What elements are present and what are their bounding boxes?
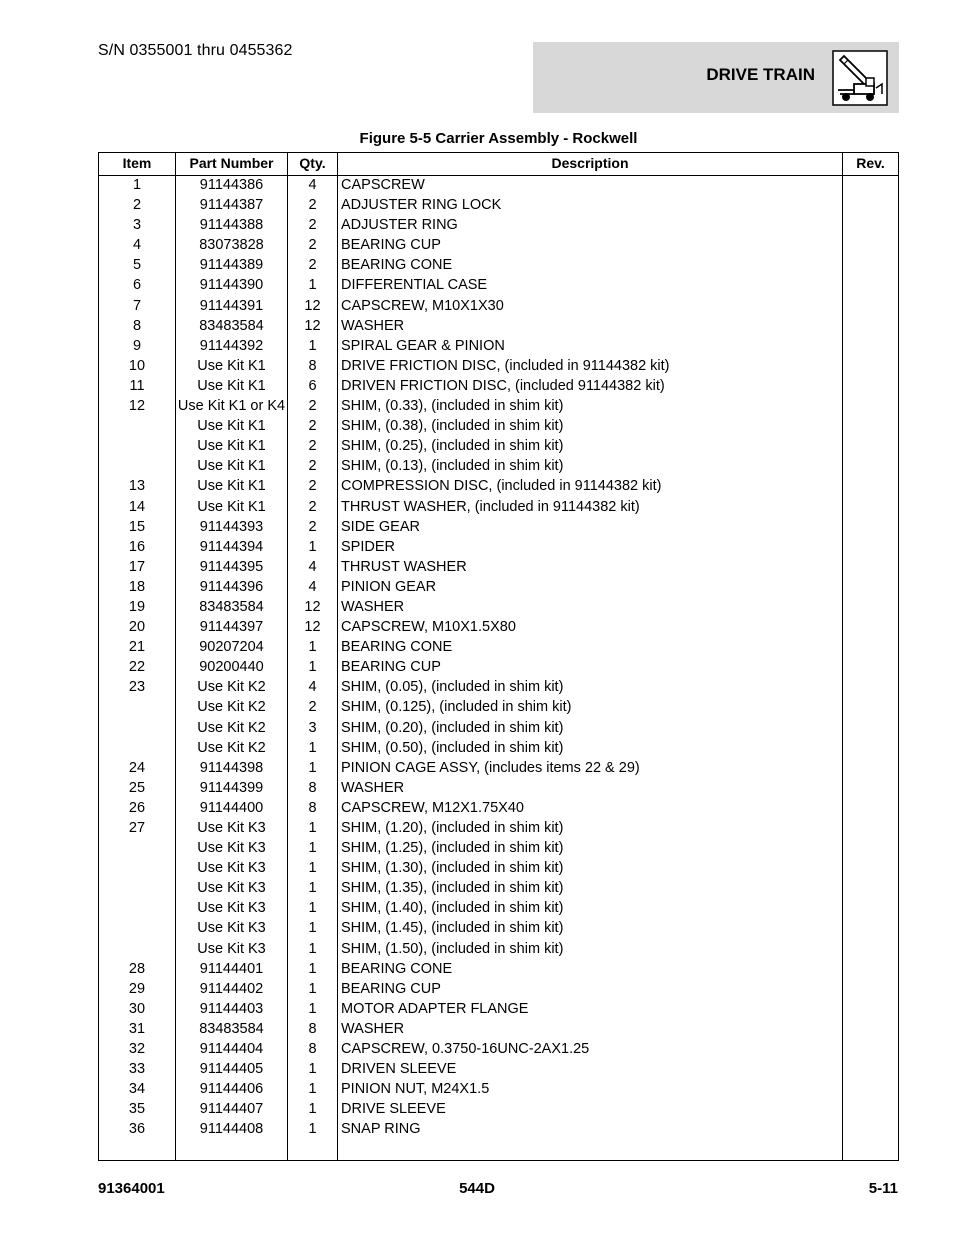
- part-number-cell: Use Kit K1: [197, 357, 266, 374]
- table-row: [99, 639, 898, 659]
- table-row: [99, 519, 898, 539]
- qty-cell: 1: [308, 1081, 317, 1098]
- qty-cell: 4: [308, 578, 317, 595]
- qty-cell: 1: [308, 1000, 317, 1017]
- qty-cell: 8: [308, 1020, 317, 1037]
- item-cell: 27: [128, 820, 146, 836]
- table-row: [99, 237, 898, 257]
- item-cell: 21: [128, 639, 146, 656]
- qty-cell: 8: [308, 779, 317, 796]
- part-number-cell: 91144407: [199, 1101, 264, 1118]
- part-number-cell: 83483584: [199, 1020, 264, 1037]
- item-cell: 22: [128, 659, 146, 676]
- table-row: [99, 197, 898, 217]
- item-cell: 8: [132, 317, 142, 334]
- qty-cell: 2: [308, 398, 317, 415]
- item-cell: 7: [132, 297, 142, 314]
- part-number-cell: Use Kit K3: [197, 880, 266, 897]
- description-cell: SHIM, (0.25), (included in shim kit): [341, 438, 564, 455]
- part-number-cell: Use Kit K3: [197, 840, 266, 857]
- qty-cell: 6: [308, 377, 317, 394]
- part-number-cell: 91144391: [199, 297, 264, 314]
- part-number-cell: 91144393: [199, 518, 264, 535]
- item-cell: 20: [128, 619, 146, 636]
- description-cell: SHIM, (1.25), (included in shim kit): [341, 840, 564, 857]
- qty-cell: 1: [308, 659, 317, 676]
- qty-cell: 8: [308, 357, 317, 374]
- table-row: [99, 478, 898, 498]
- table-row: [99, 981, 898, 1001]
- part-number-cell: 91144403: [199, 1000, 264, 1017]
- qty-cell: 1: [308, 277, 317, 294]
- part-number-cell: Use Kit K3: [197, 820, 266, 836]
- part-number-cell: 91144386: [199, 177, 264, 193]
- description-cell: CAPSCREW, M10X1X30: [341, 297, 504, 314]
- item-cell: 4: [132, 237, 142, 254]
- table-row: [99, 659, 898, 679]
- part-number-cell: 91144405: [199, 1061, 264, 1078]
- qty-cell: 1: [308, 739, 317, 756]
- qty-cell: 2: [308, 217, 317, 234]
- qty-cell: 1: [308, 880, 317, 897]
- part-number-cell: 83483584: [199, 317, 264, 334]
- footer-model: 544D: [459, 1180, 495, 1197]
- qty-cell: 2: [308, 257, 317, 274]
- item-cell: 19: [128, 598, 146, 615]
- part-number-cell: 91144400: [199, 799, 264, 816]
- table-row: [99, 1041, 898, 1061]
- qty-cell: 2: [308, 699, 317, 716]
- description-cell: COMPRESSION DISC, (included in 91144382 kit): [341, 478, 662, 495]
- part-number-cell: 91144392: [199, 337, 264, 354]
- table-row: [99, 679, 898, 699]
- table-row: [99, 720, 898, 740]
- part-number-cell: Use Kit K3: [197, 940, 266, 957]
- part-number-cell: 91144397: [199, 619, 264, 636]
- table-row: [99, 499, 898, 519]
- qty-cell: 1: [308, 639, 317, 656]
- description-cell: ADJUSTER RING LOCK: [341, 197, 502, 214]
- item-cell: 23: [128, 679, 146, 696]
- description-cell: CAPSCREW: [341, 177, 425, 193]
- table-row: [99, 760, 898, 780]
- description-cell: DRIVEN SLEEVE: [341, 1061, 457, 1078]
- item-cell: 12: [128, 398, 146, 415]
- table-row: [99, 318, 898, 338]
- table-row: [99, 398, 898, 418]
- qty-cell: 1: [308, 1061, 317, 1078]
- part-number-cell: 83073828: [199, 237, 264, 254]
- part-number-cell: 83483584: [199, 598, 264, 615]
- column-header-qty: Qty.: [299, 155, 326, 171]
- qty-cell: 1: [308, 759, 317, 776]
- qty-cell: 12: [304, 317, 321, 334]
- table-row: [99, 298, 898, 318]
- part-number-cell: 91144408: [199, 1121, 264, 1138]
- qty-cell: 4: [308, 177, 317, 193]
- table-row: [99, 1021, 898, 1041]
- description-cell: BEARING CUP: [341, 659, 441, 676]
- description-cell: WASHER: [341, 779, 405, 796]
- description-cell: SNAP RING: [341, 1121, 421, 1138]
- item-cell: 32: [128, 1041, 146, 1058]
- qty-cell: 2: [308, 197, 317, 214]
- item-cell: 25: [128, 779, 146, 796]
- table-row: [99, 780, 898, 800]
- qty-cell: 2: [308, 237, 317, 254]
- table-row: [99, 338, 898, 358]
- description-cell: SHIM, (0.50), (included in shim kit): [341, 739, 564, 756]
- part-number-cell: 91144394: [199, 538, 264, 555]
- header-divider: [99, 175, 898, 176]
- table-row: [99, 880, 898, 900]
- description-cell: CAPSCREW, 0.3750-16UNC-2AX1.25: [341, 1041, 590, 1058]
- description-cell: DRIVE SLEEVE: [341, 1101, 446, 1118]
- table-body: [99, 177, 898, 1142]
- item-cell: 9: [132, 337, 142, 354]
- telehandler-icon: [832, 50, 888, 106]
- table-row: [99, 559, 898, 579]
- part-number-cell: 91144387: [199, 197, 264, 214]
- item-cell: 14: [128, 498, 146, 515]
- item-cell: 17: [128, 558, 146, 575]
- table-row: [99, 1121, 898, 1141]
- description-cell: SPIDER: [341, 538, 395, 555]
- description-cell: SIDE GEAR: [341, 518, 420, 535]
- description-cell: ADJUSTER RING: [341, 217, 458, 234]
- table-row: [99, 217, 898, 237]
- part-number-cell: 91144390: [199, 277, 264, 294]
- figure-title: Figure 5-5 Carrier Assembly - Rockwell: [359, 130, 638, 147]
- description-cell: BEARING CUP: [341, 980, 441, 997]
- description-cell: PINION CAGE ASSY, (includes items 22 & 29): [341, 759, 640, 776]
- item-cell: 31: [128, 1020, 146, 1037]
- table-row: [99, 177, 898, 197]
- description-cell: SHIM, (0.125), (included in shim kit): [341, 699, 572, 716]
- table-row: [99, 699, 898, 719]
- part-number-cell: 91144399: [199, 779, 264, 796]
- item-cell: 5: [132, 257, 142, 274]
- qty-cell: 2: [308, 418, 317, 435]
- table-row: [99, 920, 898, 940]
- item-cell: 30: [128, 1000, 146, 1017]
- qty-cell: 1: [308, 337, 317, 354]
- table-row: [99, 599, 898, 619]
- description-cell: SHIM, (1.30), (included in shim kit): [341, 860, 564, 877]
- part-number-cell: 91144398: [199, 759, 264, 776]
- description-cell: SHIM, (0.13), (included in shim kit): [341, 458, 564, 475]
- item-cell: 28: [128, 960, 146, 977]
- qty-cell: 1: [308, 960, 317, 977]
- qty-cell: 8: [308, 1041, 317, 1058]
- serial-range: S/N 0355001 thru 0455362: [98, 42, 293, 59]
- qty-cell: 12: [304, 619, 321, 636]
- description-cell: SHIM, (0.05), (included in shim kit): [341, 679, 564, 696]
- description-cell: SHIM, (1.50), (included in shim kit): [341, 940, 564, 957]
- part-number-cell: 91144406: [199, 1081, 264, 1098]
- part-number-cell: 91144388: [199, 217, 264, 234]
- part-number-cell: 91144402: [199, 980, 264, 997]
- qty-cell: 1: [308, 920, 317, 937]
- part-number-cell: Use Kit K3: [197, 860, 266, 877]
- item-cell: 1: [132, 177, 142, 193]
- qty-cell: 1: [308, 538, 317, 555]
- item-cell: 3: [132, 217, 142, 234]
- table-row: [99, 438, 898, 458]
- table-row: [99, 619, 898, 639]
- part-number-cell: 90200440: [199, 659, 264, 676]
- item-cell: 16: [128, 538, 146, 555]
- qty-cell: 2: [308, 518, 317, 535]
- description-cell: PINION GEAR: [341, 578, 437, 595]
- qty-cell: 12: [304, 297, 321, 314]
- item-cell: 33: [128, 1061, 146, 1078]
- description-cell: SHIM, (1.35), (included in shim kit): [341, 880, 564, 897]
- part-number-cell: Use Kit K2: [197, 719, 266, 736]
- qty-cell: 4: [308, 679, 317, 696]
- section-title: DRIVE TRAIN: [706, 65, 815, 84]
- table-row: [99, 1061, 898, 1081]
- column-header-item: Item: [122, 155, 152, 171]
- part-number-cell: 91144401: [199, 960, 264, 977]
- qty-cell: 1: [308, 1101, 317, 1118]
- item-cell: 35: [128, 1101, 146, 1118]
- qty-cell: 2: [308, 438, 317, 455]
- qty-cell: 1: [308, 900, 317, 917]
- part-number-cell: Use Kit K1: [197, 377, 266, 394]
- qty-cell: 8: [308, 799, 317, 816]
- table-row: [99, 840, 898, 860]
- description-cell: WASHER: [341, 1020, 405, 1037]
- table-row: [99, 1001, 898, 1021]
- description-cell: SHIM, (1.40), (included in shim kit): [341, 900, 564, 917]
- part-number-cell: Use Kit K1: [197, 478, 266, 495]
- part-number-cell: Use Kit K2: [197, 699, 266, 716]
- part-number-cell: Use Kit K1 or K4: [177, 398, 286, 415]
- description-cell: SHIM, (1.20), (included in shim kit): [341, 820, 564, 836]
- table-row: [99, 378, 898, 398]
- table-row: [99, 539, 898, 559]
- description-cell: BEARING CONE: [341, 257, 453, 274]
- item-cell: 6: [132, 277, 142, 294]
- table-row: [99, 820, 898, 840]
- description-cell: SHIM, (1.45), (included in shim kit): [341, 920, 564, 937]
- part-number-cell: 90207204: [199, 639, 264, 656]
- table-row: [99, 579, 898, 599]
- section-header: [533, 42, 899, 113]
- part-number-cell: Use Kit K3: [197, 920, 266, 937]
- qty-cell: 2: [308, 498, 317, 515]
- description-cell: SHIM, (0.33), (included in shim kit): [341, 398, 564, 415]
- qty-cell: 1: [308, 940, 317, 957]
- qty-cell: 3: [308, 719, 317, 736]
- description-cell: CAPSCREW, M12X1.75X40: [341, 799, 524, 816]
- description-cell: WASHER: [341, 317, 405, 334]
- column-header-part-number: Part Number: [189, 155, 274, 171]
- qty-cell: 2: [308, 478, 317, 495]
- description-cell: SHIM, (0.38), (included in shim kit): [341, 418, 564, 435]
- description-cell: SHIM, (0.20), (included in shim kit): [341, 719, 564, 736]
- part-number-cell: 91144395: [199, 558, 264, 575]
- description-cell: PINION NUT, M24X1.5: [341, 1081, 490, 1098]
- description-cell: CAPSCREW, M10X1.5X80: [341, 619, 516, 636]
- part-number-cell: Use Kit K1: [197, 498, 266, 515]
- description-cell: BEARING CONE: [341, 639, 453, 656]
- table-row: [99, 257, 898, 277]
- footer-page-number: 5-11: [868, 1180, 898, 1197]
- part-number-cell: 91144389: [199, 257, 264, 274]
- table-row: [99, 277, 898, 297]
- part-number-cell: 91144404: [199, 1041, 264, 1058]
- qty-cell: 1: [308, 980, 317, 997]
- part-number-cell: Use Kit K1: [197, 418, 266, 435]
- qty-cell: 1: [308, 840, 317, 857]
- part-number-cell: Use Kit K2: [197, 679, 266, 696]
- item-cell: 11: [129, 377, 145, 394]
- table-row: [99, 358, 898, 378]
- item-cell: 2: [132, 197, 142, 214]
- part-number-cell: 91144396: [199, 578, 264, 595]
- description-cell: DRIVE FRICTION DISC, (included in 91144382 kit): [341, 357, 670, 374]
- table-row: [99, 740, 898, 760]
- qty-cell: 1: [308, 1121, 317, 1138]
- qty-cell: 12: [304, 598, 321, 615]
- table-row: [99, 961, 898, 981]
- part-number-cell: Use Kit K1: [197, 438, 266, 455]
- description-cell: THRUST WASHER, (included in 91144382 kit): [341, 498, 640, 515]
- description-cell: SPIRAL GEAR & PINION: [341, 337, 505, 354]
- table-row: [99, 1101, 898, 1121]
- qty-cell: 4: [308, 558, 317, 575]
- item-cell: 26: [128, 799, 146, 816]
- column-header-description: Description: [551, 155, 629, 171]
- column-header-rev: Rev.: [856, 155, 885, 171]
- qty-cell: 1: [308, 820, 317, 836]
- part-number-cell: Use Kit K1: [197, 458, 266, 475]
- item-cell: 10: [128, 357, 146, 374]
- description-cell: WASHER: [341, 598, 405, 615]
- item-cell: 15: [128, 518, 146, 535]
- qty-cell: 1: [308, 860, 317, 877]
- description-cell: DRIVEN FRICTION DISC, (included 91144382 kit): [341, 377, 665, 394]
- table-row: [99, 800, 898, 820]
- description-cell: DIFFERENTIAL CASE: [341, 277, 488, 294]
- table-row: [99, 900, 898, 920]
- footer-doc-number: 91364001: [98, 1180, 165, 1197]
- parts-table: [98, 152, 899, 1161]
- table-row: [99, 1081, 898, 1101]
- description-cell: BEARING CUP: [341, 237, 441, 254]
- qty-cell: 2: [308, 458, 317, 475]
- item-cell: 13: [128, 478, 146, 495]
- table-row: [99, 941, 898, 961]
- part-number-cell: Use Kit K3: [197, 900, 266, 917]
- description-cell: BEARING CONE: [341, 960, 453, 977]
- description-cell: MOTOR ADAPTER FLANGE: [341, 1000, 529, 1017]
- item-cell: 36: [128, 1121, 146, 1138]
- item-cell: 34: [128, 1081, 146, 1098]
- item-cell: 18: [128, 578, 146, 595]
- part-number-cell: Use Kit K2: [197, 739, 266, 756]
- item-cell: 29: [128, 980, 146, 997]
- table-row: [99, 860, 898, 880]
- table-row: [99, 458, 898, 478]
- description-cell: THRUST WASHER: [341, 558, 467, 575]
- table-row: [99, 418, 898, 438]
- item-cell: 24: [128, 759, 146, 776]
